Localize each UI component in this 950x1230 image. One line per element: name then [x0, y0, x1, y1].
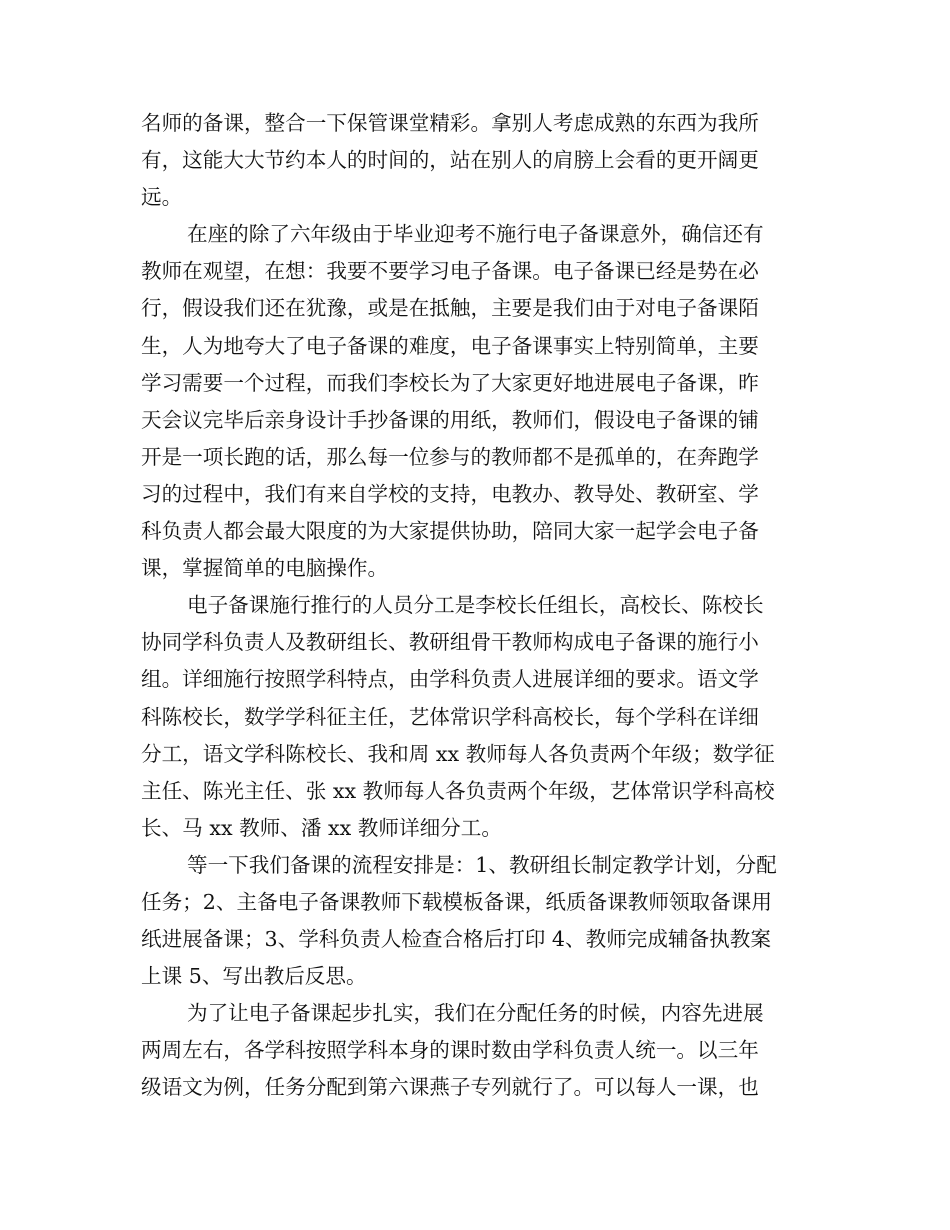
text-line: 级语文为例，任务分配到第六课燕子专列就行了。可以每人一课，也 — [141, 1075, 759, 1100]
text-line: 开是一项长跑的话，那么每一位参与的教师都不是孤单的，在奔跑学 — [141, 444, 759, 469]
text-line: 行，假设我们还在犹豫，或是在抵触，主要是我们由于对电子备课陌 — [141, 296, 759, 321]
text-line: 科负责人都会最大限度的为大家提供协助，陪同大家一起学会电子备 — [141, 519, 759, 544]
text-line: 上课 5、写出教后反思。 — [141, 964, 367, 989]
text-line: 天会议完毕后亲身设计手抄备课的用纸，教师们，假设电子备课的铺 — [141, 407, 759, 432]
text-line: 课，掌握简单的电脑操作。 — [141, 556, 389, 581]
paragraph — [141, 847, 813, 995]
paragraph — [141, 587, 813, 847]
text-line: 远。 — [141, 185, 183, 210]
text-line: 有，这能大大节约本人的时间的，站在别人的肩膀上会看的更开阔更 — [141, 148, 759, 173]
text-line: 长、马 xx 教师、潘 xx 教师详细分工。 — [141, 815, 502, 840]
text-line: 教师在观望，在想：我要不要学习电子备课。电子备课已经是势在必 — [141, 259, 759, 284]
paragraph — [141, 216, 813, 587]
text-line: 学习需要一个过程，而我们李校长为了大家更好地进展电子备课，昨 — [141, 370, 759, 395]
text-line: 两周左右，各学科按照学科本身的课时数由学科负责人统一。以三年 — [141, 1038, 759, 1063]
text-line: 科陈校长，数学学科征主任，艺体常识学科高校长，每个学科在详细 — [141, 704, 759, 729]
paragraph — [141, 995, 813, 1106]
text-line: 在座的除了六年级由于毕业迎考不施行电子备课意外，确信还有 — [187, 222, 764, 247]
text-line: 为了让电子备课起步扎实，我们在分配任务的时候，内容先进展 — [187, 1001, 764, 1026]
text-line: 纸进展备课；3、学科负责人检查合格后打印 4、教师完成辅备执教案 — [141, 927, 771, 952]
text-line: 分工，语文学科陈校长、我和周 xx 教师每人各负责两个年级；数学征 — [141, 741, 775, 766]
text-line: 生，人为地夸大了电子备课的难度，电子备课事实上特别简单，主要 — [141, 333, 759, 358]
text-line: 等一下我们备课的流程安排是：1、教研组长制定教学计划，分配 — [187, 852, 777, 877]
text-line: 任务；2、主备电子备课教师下载模板备课，纸质备课教师领取备课用 — [141, 889, 772, 914]
text-line: 电子备课施行推行的人员分工是李校长任组长，高校长、陈校长 — [187, 593, 764, 618]
text-line: 习的过程中，我们有来自学校的支持，电教办、教导处、教研室、学 — [141, 481, 759, 506]
paragraph — [141, 105, 813, 216]
document-body — [141, 105, 813, 1107]
text-line: 名师的备课，整合一下保管课堂精彩。拿别人考虑成熟的东西为我所 — [141, 111, 759, 135]
text-line: 组。详细施行按照学科特点，由学科负责人进展详细的要求。语文学 — [141, 667, 759, 692]
text-line: 主任、陈光主任、张 xx 教师每人各负责两个年级，艺体常识学科高校 — [141, 778, 775, 803]
text-line: 协同学科负责人及教研组长、教研组骨干教师构成电子备课的施行小 — [141, 630, 759, 655]
